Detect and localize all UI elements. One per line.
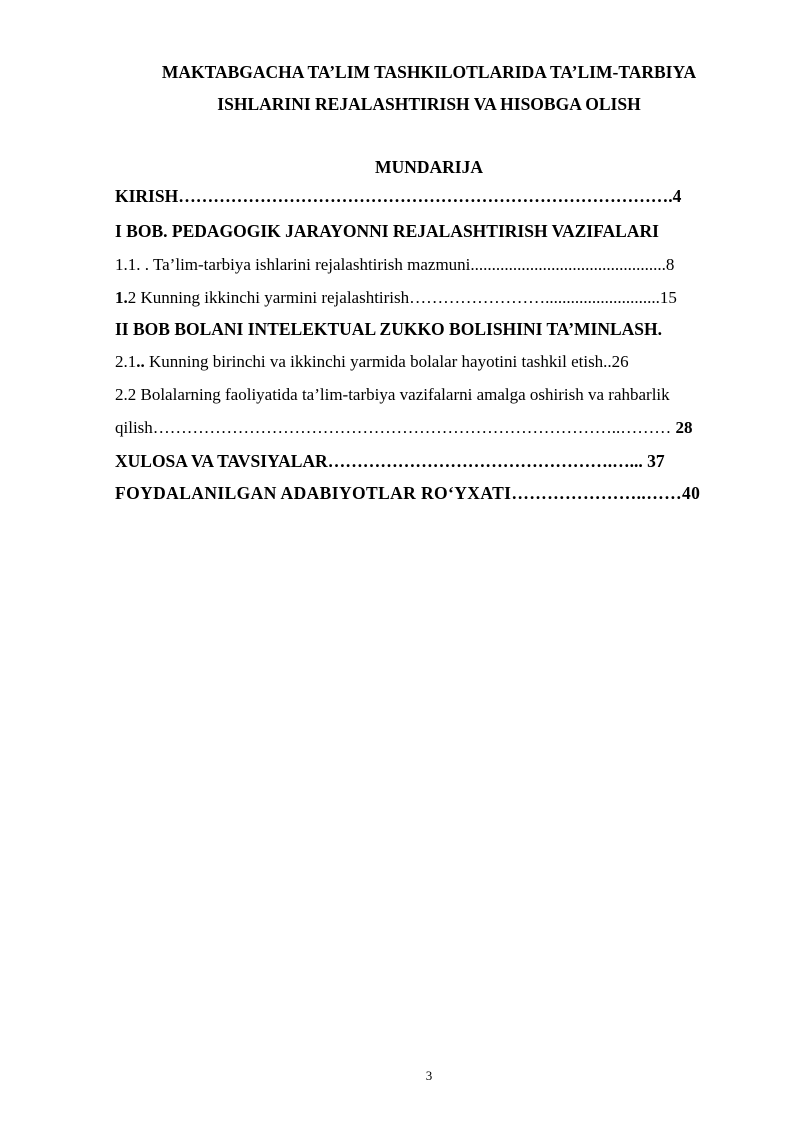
toc-section-1-2-text: 2 Kunning ikkinchi yarmini rejalashtirish……………………...........................15 (127, 288, 677, 307)
toc-section-2-1-dots: .. (136, 352, 145, 371)
toc-conclusion: XULOSA VA TAVSIYALAR………………………………………….…... 37 (115, 451, 665, 471)
document-title-line-1: MAKTABGACHA TA’LIM TASHKILOTLARIDA TA’LIM-TARBIYA (161, 62, 697, 82)
toc-intro: KIRISH………………………………………………………………………….4 (115, 186, 682, 206)
toc-chapter-2: II BOB BOLANI INTELEKTUAL ZUKKO BOLISHINI TA’MINLASH. (115, 319, 663, 339)
toc-section-2-2-text: qilish………………………………………………………………………..……… (115, 418, 676, 437)
toc-references: FOYDALANILGAN ADABIYOTLAR RO‘YXATI…………………..……40 (115, 483, 701, 503)
toc-section-2-1-text: Kunning birinchi va ikkinchi yarmida bolalar hayotini tashkil etish..26 (144, 352, 629, 371)
toc-section-2-2-page: 28 (675, 418, 693, 437)
toc-section-2-2-line-2 (115, 416, 693, 440)
toc-section-2-2-line-1: 2.2 Bolalarning faoliyatida ta’lim-tarbiya vazifalarni amalga oshirish va rahbarlik (115, 385, 670, 404)
contents-heading: MUNDARIJA (375, 157, 483, 177)
toc-chapter-1: I BOB. PEDAGOGIK JARAYONNI REJALASHTIRISH VAZIFALARI (115, 221, 659, 241)
toc-section-2-1 (115, 350, 629, 374)
page-number: 3 (425, 1068, 433, 1083)
document-title-line-2: ISHLARINI REJALASHTIRISH VA HISOBGA OLISH (217, 94, 641, 114)
toc-section-1-1: 1.1. . Ta’lim-tarbiya ishlarini rejalashtirish mazmuni..............................................8 (115, 255, 675, 274)
toc-section-1-2 (115, 286, 677, 310)
toc-section-1-2-number: 1. (115, 288, 128, 307)
toc-section-2-1-number: 2.1 (115, 352, 137, 371)
